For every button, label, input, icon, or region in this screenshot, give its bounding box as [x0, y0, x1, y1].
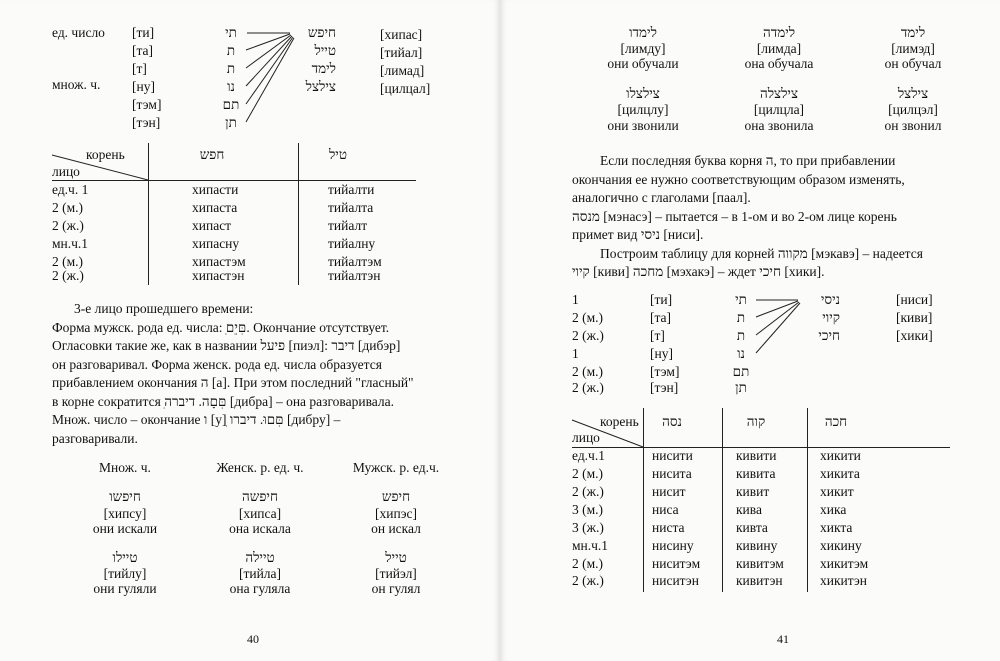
row-person: 2 (м.)	[572, 466, 604, 481]
cell-form: хипасти	[192, 182, 239, 197]
suffix-sound: [т]	[132, 61, 147, 76]
cell-form: нисину	[652, 538, 694, 553]
suffix-letter: נו	[737, 346, 745, 361]
person-label: 1	[572, 346, 579, 361]
page-number: 41	[777, 632, 789, 646]
suffix-letter: תן	[735, 380, 747, 395]
cell-form: хикта	[820, 520, 853, 535]
cell-form: тийалтэм	[328, 254, 382, 269]
example-hebrew: לימד	[900, 25, 926, 40]
row-person: 3 (ж.)	[572, 520, 604, 535]
suffix-sound: [тэм]	[132, 97, 162, 112]
cell-form: тийалну	[328, 236, 376, 251]
cell-form: ниста	[652, 520, 685, 535]
example-translit: [цилцлу]	[617, 102, 669, 117]
suffix-sound: [та]	[650, 310, 672, 325]
example-russian: он звонил	[884, 118, 942, 133]
example-hebrew: לימדה	[762, 25, 796, 40]
suffix-letter: ת	[226, 43, 236, 58]
root-word: ניסי	[820, 292, 840, 307]
corner-bottom: лицо	[572, 430, 600, 445]
suffix-letter: תם	[732, 364, 750, 379]
root-translit: [хипас]	[380, 27, 423, 42]
example-translit: [лимду]	[620, 41, 666, 56]
paragraph-line: он разговаривал. Форма женск. рода ед. числа образуется	[52, 356, 382, 372]
row-person: 2 (ж.)	[52, 268, 84, 283]
example-hebrew: צילצל	[897, 86, 929, 101]
paragraph-line: окончания ее нужно соответствующим образом изменять,	[572, 171, 905, 187]
cell-form: хикити	[820, 448, 861, 463]
suffix-sound: [тэн]	[132, 115, 161, 130]
cell-form: кива	[736, 502, 762, 517]
example-russian: они искали	[92, 521, 158, 536]
example-russian: они обучали	[607, 56, 679, 71]
paragraph-line: аналогично с глаголами [паал].	[572, 190, 751, 205]
suffix-sound: [ти]	[132, 25, 155, 40]
row-person: мн.ч.1	[572, 538, 609, 553]
cell-form: кивита	[736, 466, 776, 481]
corner-bottom: лицо	[52, 164, 80, 179]
row-person: 3 (м.)	[572, 502, 604, 517]
root-word: חיפש	[307, 25, 336, 40]
suffix-sound: [та]	[132, 43, 154, 58]
row-person: ед.ч.1	[572, 448, 605, 463]
example-hebrew: לימדו	[629, 25, 657, 40]
example-russian: она гуляла	[229, 581, 291, 596]
row-person: 2 (ж.)	[572, 573, 604, 588]
paragraph-line: Если последняя буква корня ה, то при прибавлении	[600, 153, 896, 168]
cell-form: нисит	[652, 484, 686, 499]
person-label: 1	[572, 292, 579, 307]
cell-form: кивитэм	[736, 556, 784, 571]
cell-form: нисити	[652, 448, 693, 463]
person-label: 2 (м.)	[572, 364, 604, 379]
suffix-letter: תי	[735, 292, 747, 307]
cell-form: хикитэн	[820, 573, 868, 588]
example-translit: [цилцэл]	[888, 102, 938, 117]
example-translit: [хипсу]	[103, 506, 147, 521]
example-russian: он гулял	[371, 581, 421, 596]
example-column-header: Мужск. р. ед.ч.	[352, 460, 440, 475]
example-translit: [хипэс]	[375, 506, 417, 521]
root-word: קיוי	[822, 310, 840, 325]
root-translit: [цилцал]	[380, 81, 431, 96]
person-label: 2 (ж.)	[572, 380, 604, 395]
example-translit: [лимда]	[756, 41, 802, 56]
example-hebrew: צילצלה	[759, 86, 799, 101]
example-column-header: Множ. ч.	[99, 460, 151, 475]
row-person: мн.ч.1	[52, 236, 89, 251]
cell-form: кивити	[736, 448, 777, 463]
row-person: 2 (м.)	[52, 254, 84, 269]
root-word: צילצל	[305, 79, 336, 94]
paragraph-line: Построим таблицу для корней מקווה [мэкавэ] – надеется	[600, 245, 923, 261]
cell-form: ниситэм	[652, 556, 701, 571]
cell-form: хипасну	[192, 236, 240, 251]
singular-label: ед. число	[52, 25, 105, 40]
cell-form: хипаст	[192, 218, 232, 233]
example-translit: [тийла]	[238, 566, 282, 581]
person-label: 2 (м.)	[572, 310, 604, 325]
example-russian: они гуляли	[93, 581, 157, 596]
example-hebrew: טיילה	[245, 550, 275, 565]
column-header: חכה	[824, 414, 848, 429]
root-translit: [ниси]	[896, 292, 933, 307]
cell-form: хика	[820, 502, 847, 517]
cell-form: ниситэн	[652, 573, 699, 588]
suffix-sound: [тэм]	[650, 364, 680, 379]
suffix-sound: [тэн]	[650, 380, 679, 395]
example-translit: [цилцла]	[753, 102, 805, 117]
row-person: 2 (м.)	[52, 200, 84, 215]
cell-form: хипаста	[192, 200, 238, 215]
corner-top: корень	[86, 147, 125, 162]
example-hebrew: חיפשה	[242, 489, 278, 504]
corner-top: корень	[600, 414, 639, 429]
cell-form: хикит	[820, 484, 854, 499]
cell-form: хикита	[820, 466, 860, 481]
paragraph-line: Огласовки такие же, как в названии פיעל [пиэл]: דיבר [дибэр]	[52, 338, 401, 353]
cell-form: кивину	[736, 538, 778, 553]
row-person: 2 (м.)	[572, 556, 604, 571]
suffix-letter: ת	[736, 328, 746, 343]
example-russian: она звонила	[744, 118, 814, 133]
paragraph-line: примет вид ניסי [ниси].	[572, 227, 704, 242]
suffix-sound: [ну]	[132, 79, 155, 94]
section-heading: 3-е лицо прошедшего времени:	[74, 301, 254, 316]
person-label: 2 (ж.)	[572, 328, 604, 343]
example-translit: [лимэд]	[891, 41, 935, 56]
root-translit: [хики]	[896, 328, 933, 343]
cell-form: тийалти	[328, 182, 375, 197]
row-person: 2 (ж.)	[52, 218, 84, 233]
example-russian: они звонили	[607, 118, 679, 133]
example-hebrew: חיפשו	[109, 489, 141, 504]
column-header: נסה	[662, 414, 682, 429]
third-person-section	[52, 300, 468, 448]
suffix-letter: תם	[222, 97, 240, 112]
row-person: ед.ч. 1	[52, 182, 89, 197]
example-translit: [тийэл]	[375, 566, 417, 581]
root-translit: [лимад]	[380, 63, 425, 78]
root-word: לימד	[311, 61, 336, 76]
paragraph-line: разговаривали.	[52, 430, 138, 446]
column-header: חפש	[199, 147, 225, 162]
example-russian: он искал	[371, 521, 421, 536]
paragraph-line: קיוי [киви] מחכה [мэхакэ] – ждет חיכי [хики].	[572, 264, 825, 279]
paragraph-line: в корне сократится ִםִּםָה. דיברה [дибра] – она разговаривала.	[52, 393, 395, 409]
cell-form: хикитэм	[820, 556, 869, 571]
cell-form: хипастэм	[192, 254, 246, 269]
suffix-letter: תי	[225, 25, 237, 40]
paragraph-line: прибавлением окончания ה [а]. При этом последний "гласный"	[52, 375, 414, 390]
paragraph-line: Множ. число – окончание ו [у] ִםִּםוּ. דיברו [дибру] –	[52, 412, 341, 427]
right-page	[500, 0, 1000, 661]
example-russian: она обучала	[744, 56, 814, 71]
root-translit: [тийал]	[380, 45, 423, 60]
cell-form: ниса	[652, 502, 679, 517]
cell-form: нисита	[652, 466, 692, 481]
suffix-letter: ת	[736, 310, 746, 325]
cell-form: кивитэн	[736, 573, 783, 588]
example-translit: [хипса]	[238, 506, 282, 521]
cell-form: тийалта	[328, 200, 374, 215]
suffix-sound: [ну]	[650, 346, 673, 361]
example-column-header: Женск. р. ед. ч.	[216, 460, 304, 475]
suffix-letter: תן	[225, 115, 237, 130]
column-header: קוה	[746, 414, 766, 429]
example-hebrew: חיפש	[381, 489, 411, 504]
cell-form: хипастэн	[192, 268, 245, 283]
example-hebrew: צילצלו	[626, 86, 660, 101]
root-translit: [киви]	[896, 310, 933, 325]
suffix-letter: ת	[226, 61, 236, 76]
page-number: 40	[247, 632, 259, 646]
cell-form: кивта	[736, 520, 768, 535]
cell-form: тийалтэн	[328, 268, 381, 283]
cell-form: хикину	[820, 538, 862, 553]
example-translit: [тийлу]	[103, 566, 147, 581]
example-russian: она искала	[229, 521, 291, 536]
example-hebrew: טייל	[385, 550, 407, 565]
paragraph-line: מנסה [мэнасэ] – пытается – в 1-ом и во 2-ом лице корень	[572, 208, 897, 224]
row-person: 2 (ж.)	[572, 484, 604, 499]
suffix-sound: [т]	[650, 328, 665, 343]
column-header: טיל	[328, 147, 347, 162]
plural-label: множ. ч.	[52, 77, 101, 92]
cell-form: тийалт	[328, 218, 368, 233]
root-word: חיכי	[818, 328, 840, 343]
suffix-sound: [ти]	[650, 292, 673, 307]
cell-form: кивит	[736, 484, 770, 499]
root-word: טייל	[314, 43, 336, 58]
paragraph-line: Форма мужск. рода ед. числа: ִםִּיֵם. Окончание отсутствует.	[52, 319, 390, 335]
suffix-letter: נו	[227, 79, 235, 94]
example-russian: он обучал	[884, 56, 942, 71]
example-hebrew: טיילו	[112, 550, 138, 565]
